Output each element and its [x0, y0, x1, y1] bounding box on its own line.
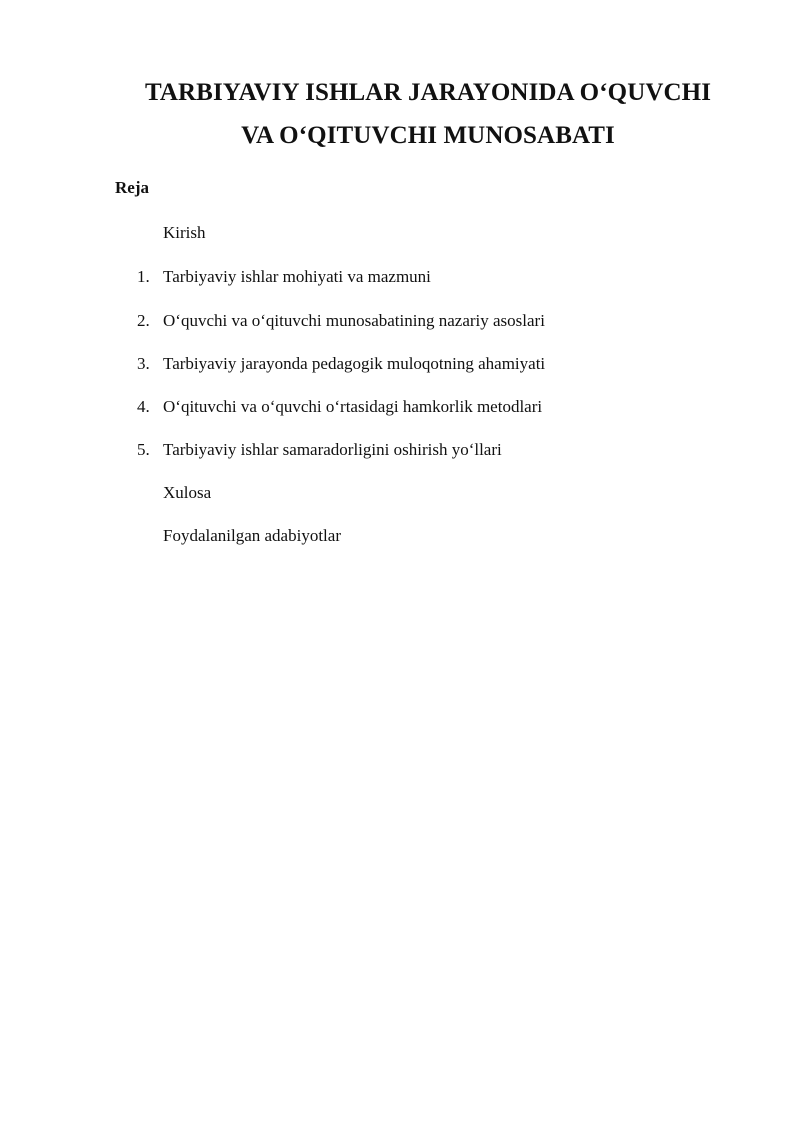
plan-item-text: Tarbiyaviy ishlar mohiyati va mazmuni [163, 267, 431, 286]
plan-item-text: Tarbiyaviy ishlar samaradorligini oshirish yo‘llari [163, 440, 502, 459]
plan-item-text: Kirish [163, 223, 206, 242]
plan-item-intro [0, 222, 800, 246]
plan-item-2 [0, 310, 800, 334]
plan-item-text: Foydalanilgan adabiyotlar [163, 526, 341, 545]
plan-item-text: Xulosa [163, 483, 212, 502]
plan-item-1 [0, 266, 800, 290]
plan-item-references [0, 525, 800, 549]
plan-item-text: O‘quvchi va o‘qituvchi munosabatining nazariy asoslari [163, 311, 545, 330]
plan-item-conclusion [0, 482, 800, 506]
document-title-line-1: TARBIYAVIY ISHLAR JARAYONIDA O‘QUVCHI [144, 79, 712, 106]
plan-item-text: Tarbiyaviy jarayonda pedagogik muloqotning ahamiyati [163, 354, 546, 373]
plan-item-number: 2. [137, 311, 150, 330]
plan-item-text: O‘qituvchi va o‘quvchi o‘rtasidagi hamkorlik metodlari [163, 397, 543, 416]
document-title-line-2: VA O‘QITUVCHI MUNOSABATI [241, 122, 615, 149]
plan-item-5 [0, 439, 800, 463]
plan-item-4 [0, 396, 800, 420]
plan-item-number: 4. [137, 397, 150, 416]
plan-item-number: 3. [137, 354, 150, 373]
plan-item-3 [0, 353, 800, 377]
plan-item-number: 1. [137, 267, 150, 286]
plan-heading: Reja [115, 178, 149, 197]
plan-item-number: 5. [137, 440, 150, 459]
